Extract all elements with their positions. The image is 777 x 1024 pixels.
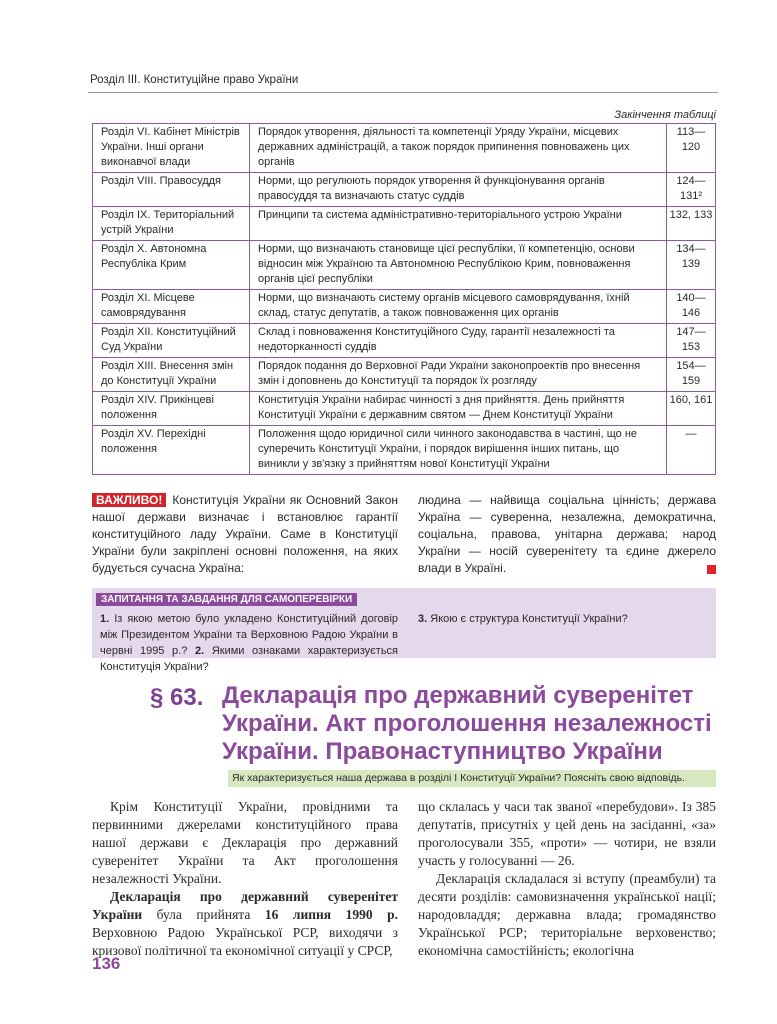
section-cell: Розділ VIII. Правосуддя bbox=[93, 173, 250, 207]
table-row bbox=[93, 124, 716, 173]
paragraph: що склалась у часи так званої «перебудови». Із 385 депутатів, присутніх у цей день на засіданні, «за» проголосували 355, «проти» — чотири, не взяли участь у голосуванні — 26. bbox=[418, 799, 716, 868]
paragraph bbox=[92, 888, 398, 960]
content-cell: Склад і повноваження Конституційного Суду, гарантії незалежності та недоторканності суддів bbox=[250, 324, 667, 358]
content-cell: Порядок подання до Верховної Ради України законопроектів про внесення змін і доповнень до Конституції та порядок їх розгляду bbox=[250, 358, 667, 392]
paragraph: Крім Конституції України, провідними та первинними джерелами конституційного права нашої держави є Декларація про державний суверенітет України та Акт проголошення незалежності України. bbox=[92, 799, 398, 886]
constitution-sections-table bbox=[92, 123, 716, 475]
q3-number: 3. bbox=[418, 613, 428, 625]
table-row bbox=[93, 324, 716, 358]
table-row bbox=[93, 392, 716, 426]
section-cell: Розділ XII. Конституційний Суд України bbox=[93, 324, 250, 358]
header-rule bbox=[88, 92, 718, 93]
q2-number: 2. bbox=[194, 645, 205, 657]
content-cell: Норми, що визначають становище цієї республіки, її компетенцію, основи відносин між Україною та Автономною Республікою Крим, повноваження органів цієї республіки bbox=[250, 241, 667, 290]
section-cell: Розділ XIII. Внесення змін до Конституції України bbox=[93, 358, 250, 392]
text: була прийнята bbox=[142, 907, 265, 922]
important-block bbox=[92, 492, 716, 577]
section-cell: Розділ X. Автономна Республіка Крим bbox=[93, 241, 250, 290]
table-row bbox=[93, 241, 716, 290]
section-cell: Розділ VI. Кабінет Міністрів України. Інші органи виконавчої влади bbox=[93, 124, 250, 173]
table-row bbox=[93, 207, 716, 241]
end-marker-icon bbox=[707, 565, 716, 574]
table-caption: Закінчення таблиці bbox=[614, 109, 716, 121]
questions-text bbox=[92, 611, 716, 675]
articles-cell: — bbox=[667, 426, 716, 475]
body-right bbox=[418, 798, 716, 960]
table-row bbox=[93, 426, 716, 475]
section-title: Декларація про державний суверенітет України. Акт проголошення незалежності України. Правонаступництво України bbox=[222, 682, 712, 765]
section-cell: Розділ XV. Перехідні положення bbox=[93, 426, 250, 475]
q3-text: Якою є структура Конституції України? bbox=[430, 613, 628, 625]
section-number: § 63. bbox=[150, 684, 204, 711]
section-cell: Розділ XI. Місцеве самоврядування bbox=[93, 290, 250, 324]
content-cell: Норми, що регулюють порядок утворення й функціонування органів правосуддя та визначають статус суддів bbox=[250, 173, 667, 207]
q2-text: Якими ознаками характеризується Конституція України? bbox=[100, 645, 399, 673]
text: Верховною Радою Української РСР, виходячи з кризової політичної та економічної ситуації у СРСР, bbox=[92, 925, 398, 958]
articles-cell: 160, 161 bbox=[667, 392, 716, 426]
important-left bbox=[92, 492, 398, 577]
table-row bbox=[93, 358, 716, 392]
bold-date: 16 липня 1990 р. bbox=[264, 907, 398, 922]
articles-cell: 154—159 bbox=[667, 358, 716, 392]
page-number: 136 bbox=[92, 954, 121, 973]
section-prompt: Як характеризується наша держава в розділі І Конституції України? Поясніть свою відповідь. bbox=[228, 770, 716, 787]
content-cell: Норми, що визначають систему органів місцевого самоврядування, їхній склад, статус депутатів, а також повноваження цих органів bbox=[250, 290, 667, 324]
important-badge: ВАЖЛИВО! bbox=[92, 493, 166, 507]
articles-cell: 134—139 bbox=[667, 241, 716, 290]
articles-cell: 124—131² bbox=[667, 173, 716, 207]
content-cell: Положення щодо юридичної сили чинного законодавства в частині, що не суперечить Конституції України, і порядок вирішення інших питань, що виникли у зв'язку з прийняттям нової Конституції України bbox=[250, 426, 667, 475]
table-row bbox=[93, 173, 716, 207]
section-cell: Розділ IX. Територіальний устрій України bbox=[93, 207, 250, 241]
table-row bbox=[93, 290, 716, 324]
content-cell: Принципи та система адміністративно-територіального устрою України bbox=[250, 207, 667, 241]
body-text bbox=[92, 798, 716, 960]
articles-cell: 140—146 bbox=[667, 290, 716, 324]
q1-text: Із якою метою було укладено Конституційний договір між Президентом України та Верховною Радою України в червні 1995 р.? bbox=[100, 613, 399, 657]
articles-cell: 113—120 bbox=[667, 124, 716, 173]
content-cell: Конституція України набирає чинності з дня прийняття. День прийняття Конституції України є державним святом — Днем Конституції України bbox=[250, 392, 667, 426]
paragraph: Декларація складалася зі вступу (преамбули) та десяти розділів: самовизначення української нації; народовладдя; державна влада; громадянство Української РСР; територіальне верховенство; економічна самостійність; екологічна bbox=[418, 871, 716, 958]
articles-cell: 132, 133 bbox=[667, 207, 716, 241]
important-text-left: Конституція України як Основний Закон нашої держави визначає і встановлює гарантії конституційного ладу України. Саме в Конституції України були закріплені основні положення, на яких будується сучасна Україна: bbox=[92, 493, 398, 575]
q1-number: 1. bbox=[100, 613, 110, 625]
section-cell: Розділ XIV. Прикінцеві положення bbox=[93, 392, 250, 426]
articles-cell: 147—153 bbox=[667, 324, 716, 358]
content-cell: Порядок утворення, діяльності та компетенції Уряду України, місцевих державних адміністрацій, а також порядок припинення повноважень цих органів bbox=[250, 124, 667, 173]
important-right bbox=[418, 492, 716, 577]
important-text-right: людина — найвища соціальна цінність; держава Україна — суверенна, незалежна, демократична, соціальна, правова, унітарна держава; народ України — носій суверенітету та єдине джерело влади в Україні. bbox=[418, 493, 716, 575]
bold-term: Декларація про державний суверенітет України bbox=[92, 889, 398, 922]
body-left bbox=[92, 798, 398, 960]
questions-title: ЗАПИТАННЯ ТА ЗАВДАННЯ ДЛЯ САМОПЕРЕВІРКИ bbox=[96, 593, 357, 606]
running-header: Розділ III. Конституційне право України bbox=[90, 74, 299, 86]
